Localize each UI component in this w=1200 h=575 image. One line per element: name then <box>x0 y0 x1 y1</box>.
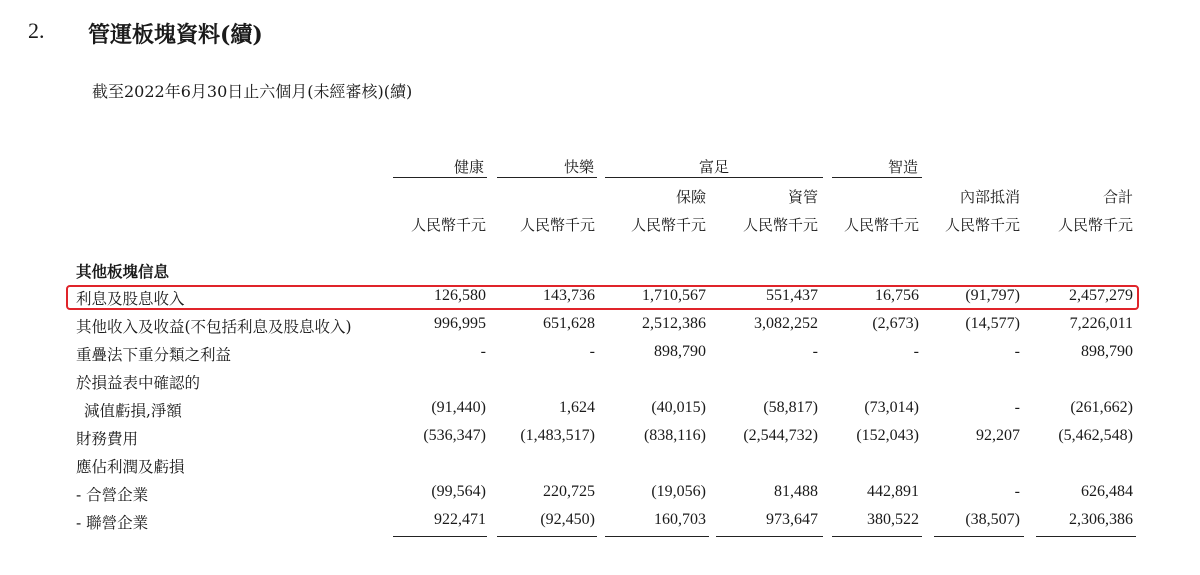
column-total-rule <box>934 536 1024 537</box>
cell-elimination: (38,507) <box>965 511 1020 528</box>
cell-health: (91,440) <box>431 399 486 416</box>
row-label: 其他收入及收益(不包括利息及股息收入) <box>76 318 352 336</box>
row-label: - 聯營企業 <box>76 514 149 532</box>
row-label: 重疊法下重分類之利益 <box>76 346 232 364</box>
cell-asset-mgmt: 973,647 <box>766 511 818 528</box>
cell-elimination: - <box>1014 343 1020 360</box>
table-row <box>0 452 1200 480</box>
cell-happiness: 1,624 <box>559 399 595 416</box>
unit-header: 人民幣千元 <box>944 216 1020 234</box>
cell-happiness: (92,450) <box>540 511 595 528</box>
table-row <box>0 340 1200 368</box>
col-header-total: 合計 <box>1102 188 1133 206</box>
unit-header: 人民幣千元 <box>410 216 486 234</box>
cell-insurance: (40,015) <box>651 399 706 416</box>
cell-health: 126,580 <box>434 287 486 304</box>
column-total-rule <box>1036 536 1136 537</box>
unit-header: 人民幣千元 <box>843 216 919 234</box>
cell-smart: - <box>913 343 919 360</box>
cell-happiness: - <box>589 343 595 360</box>
cell-health: 996,995 <box>434 315 486 332</box>
cell-elimination: (91,797) <box>965 287 1020 304</box>
cell-elimination: - <box>1014 399 1020 416</box>
row-label: 利息及股息收入 <box>76 290 185 308</box>
cell-elimination: 92,207 <box>976 427 1020 444</box>
cell-insurance: 2,512,386 <box>642 315 706 332</box>
section-label: 其他板塊信息 <box>76 262 170 281</box>
row-label: - 合營企業 <box>76 486 149 504</box>
table-row <box>0 480 1200 508</box>
cell-total: 7,226,011 <box>1069 315 1133 332</box>
cell-total: (261,662) <box>1070 399 1133 416</box>
cell-asset-mgmt: 81,488 <box>774 483 818 500</box>
cell-smart: (2,673) <box>872 315 919 332</box>
cell-total: 2,457,279 <box>1069 287 1133 304</box>
cell-happiness: (1,483,517) <box>520 427 595 444</box>
cell-health: - <box>480 343 486 360</box>
section-title: 管運板塊資料(續) <box>88 22 263 48</box>
col-group-health: 健康 <box>453 158 484 176</box>
cell-elimination: - <box>1014 483 1020 500</box>
column-total-rule <box>832 536 922 537</box>
cell-happiness: 143,736 <box>543 287 595 304</box>
col-group-smart-underline <box>832 177 922 178</box>
table-row <box>0 396 1200 424</box>
col-group-smart: 智造 <box>887 158 918 176</box>
cell-asset-mgmt: - <box>812 343 818 360</box>
unit-header: 人民幣千元 <box>630 216 706 234</box>
col-group-happiness-underline <box>497 177 597 178</box>
cell-elimination: (14,577) <box>965 315 1020 332</box>
cell-insurance: 898,790 <box>654 343 706 360</box>
cell-insurance: (838,116) <box>643 427 706 444</box>
cell-asset-mgmt: 551,437 <box>766 287 818 304</box>
unit-header: 人民幣千元 <box>1057 216 1133 234</box>
cell-asset-mgmt: (58,817) <box>763 399 818 416</box>
col-group-happiness: 快樂 <box>563 158 594 176</box>
table-row <box>0 312 1200 340</box>
column-total-rule <box>716 536 823 537</box>
cell-asset-mgmt: 3,082,252 <box>754 315 818 332</box>
col-header-elimination: 內部抵消 <box>959 188 1020 206</box>
cell-total: (5,462,548) <box>1058 427 1133 444</box>
col-group-health-underline <box>393 177 487 178</box>
unit-header: 人民幣千元 <box>742 216 818 234</box>
unit-header: 人民幣千元 <box>519 216 595 234</box>
row-label: 減值虧損,淨額 <box>84 402 182 420</box>
cell-health: 922,471 <box>434 511 486 528</box>
cell-happiness: 220,725 <box>543 483 595 500</box>
row-label: 於損益表中確認的 <box>76 374 201 392</box>
row-label: 財務費用 <box>76 430 139 448</box>
col-header-insurance: 保險 <box>675 188 706 206</box>
column-total-rule <box>605 536 709 537</box>
col-header-asset-mgmt: 資管 <box>787 188 818 206</box>
cell-asset-mgmt: (2,544,732) <box>743 427 818 444</box>
section-number: 2. <box>28 18 45 43</box>
cell-total: 2,306,386 <box>1069 511 1133 528</box>
row-label: 應佔利潤及虧損 <box>76 458 185 476</box>
cell-insurance: 1,710,567 <box>642 287 706 304</box>
col-group-wealth: 富足 <box>698 158 729 176</box>
cell-total: 898,790 <box>1081 343 1133 360</box>
cell-total: 626,484 <box>1081 483 1133 500</box>
cell-insurance: (19,056) <box>651 483 706 500</box>
cell-health: (99,564) <box>431 483 486 500</box>
period-subtitle: 截至2022年6月30日止六個月(未經審核)(續) <box>92 82 413 101</box>
cell-smart: (152,043) <box>856 427 919 444</box>
cell-health: (536,347) <box>423 427 486 444</box>
table-row <box>0 424 1200 452</box>
col-group-wealth-underline <box>605 177 823 178</box>
cell-smart: (73,014) <box>864 399 919 416</box>
column-total-rule <box>497 536 597 537</box>
cell-happiness: 651,628 <box>543 315 595 332</box>
table-row <box>0 284 1200 312</box>
column-total-rule <box>393 536 487 537</box>
cell-insurance: 160,703 <box>654 511 706 528</box>
cell-smart: 380,522 <box>867 511 919 528</box>
table-row <box>0 508 1200 536</box>
cell-smart: 442,891 <box>867 483 919 500</box>
table-row <box>0 368 1200 396</box>
cell-smart: 16,756 <box>875 287 919 304</box>
